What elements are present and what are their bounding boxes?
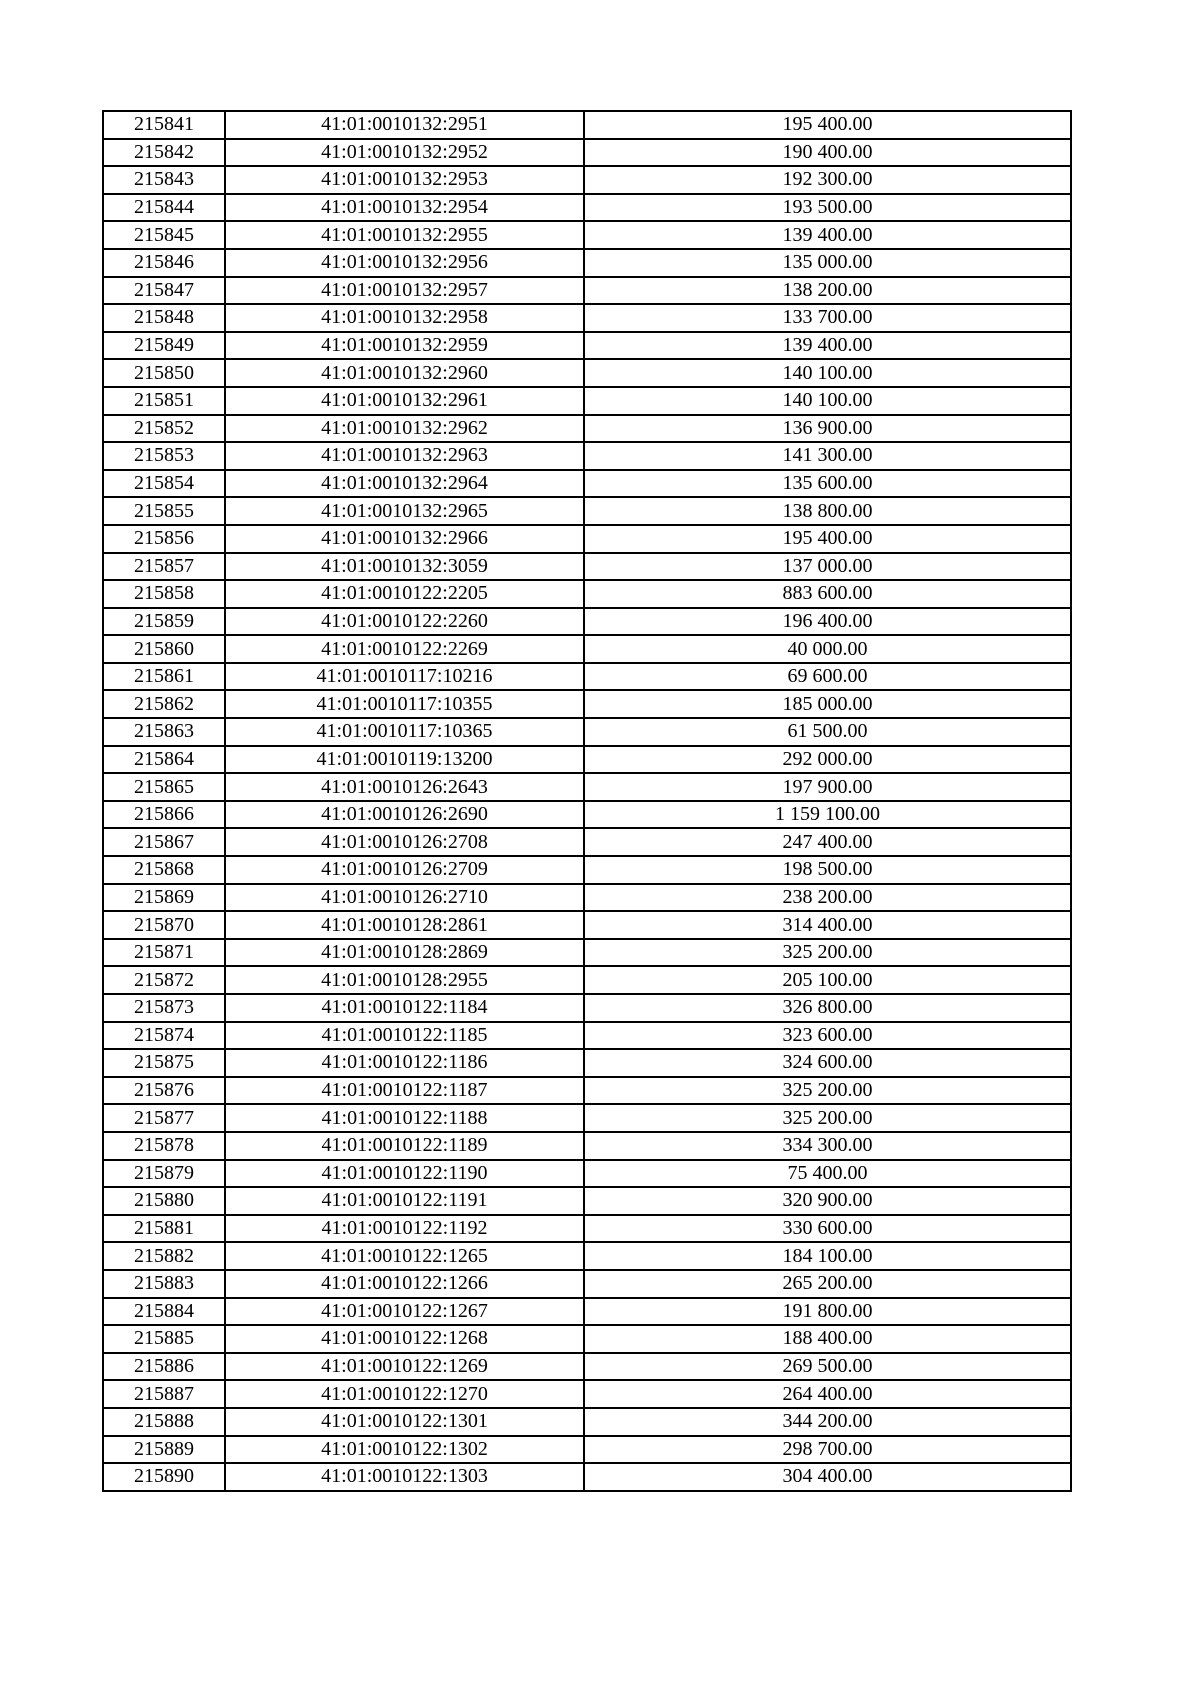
row-number-cell: 215883 — [103, 1270, 225, 1298]
row-number-cell: 215851 — [103, 387, 225, 415]
cadastral-number-cell: 41:01:0010122:1185 — [225, 1022, 584, 1050]
table-row — [103, 580, 1071, 608]
table-row — [103, 277, 1071, 305]
table-row — [103, 1132, 1071, 1160]
row-number-cell: 215873 — [103, 994, 225, 1022]
row-number-cell: 215890 — [103, 1463, 225, 1491]
table-row — [103, 442, 1071, 470]
table-body — [103, 111, 1071, 1491]
value-cell: 184 100.00 — [584, 1242, 1071, 1270]
value-cell: 140 100.00 — [584, 359, 1071, 387]
table-row — [103, 1187, 1071, 1215]
table-row — [103, 221, 1071, 249]
cadastral-number-cell: 41:01:0010122:1267 — [225, 1298, 584, 1326]
cadastral-number-cell: 41:01:0010122:1191 — [225, 1187, 584, 1215]
row-number-cell: 215885 — [103, 1325, 225, 1353]
value-cell: 137 000.00 — [584, 553, 1071, 581]
cadastral-number-cell: 41:01:0010132:2951 — [225, 111, 584, 139]
cadastral-number-cell: 41:01:0010126:2710 — [225, 884, 584, 912]
value-cell: 325 200.00 — [584, 939, 1071, 967]
value-cell: 195 400.00 — [584, 111, 1071, 139]
cadastral-number-cell: 41:01:0010132:2954 — [225, 194, 584, 222]
cadastral-number-cell: 41:01:0010122:2205 — [225, 580, 584, 608]
row-number-cell: 215879 — [103, 1160, 225, 1188]
table-row — [103, 497, 1071, 525]
table-row — [103, 553, 1071, 581]
cadastral-number-cell: 41:01:0010132:3059 — [225, 553, 584, 581]
cadastral-number-cell: 41:01:0010128:2955 — [225, 966, 584, 994]
value-cell: 185 000.00 — [584, 690, 1071, 718]
value-cell: 69 600.00 — [584, 663, 1071, 691]
cadastral-number-cell: 41:01:0010132:2952 — [225, 139, 584, 167]
cadastral-number-cell: 41:01:0010122:1301 — [225, 1408, 584, 1436]
row-number-cell: 215887 — [103, 1380, 225, 1408]
row-number-cell: 215852 — [103, 415, 225, 443]
row-number-cell: 215847 — [103, 277, 225, 305]
cadastral-number-cell: 41:01:0010132:2959 — [225, 332, 584, 360]
cadastral-number-cell: 41:01:0010122:1265 — [225, 1242, 584, 1270]
table-row — [103, 1160, 1071, 1188]
value-cell: 269 500.00 — [584, 1353, 1071, 1381]
cadastral-number-cell: 41:01:0010122:1189 — [225, 1132, 584, 1160]
value-cell: 298 700.00 — [584, 1436, 1071, 1464]
value-cell: 344 200.00 — [584, 1408, 1071, 1436]
value-cell: 191 800.00 — [584, 1298, 1071, 1326]
row-number-cell: 215846 — [103, 249, 225, 277]
row-number-cell: 215871 — [103, 939, 225, 967]
cadastral-number-cell: 41:01:0010122:1187 — [225, 1077, 584, 1105]
row-number-cell: 215867 — [103, 828, 225, 856]
row-number-cell: 215886 — [103, 1353, 225, 1381]
row-number-cell: 215845 — [103, 221, 225, 249]
table-row — [103, 1408, 1071, 1436]
table-row — [103, 387, 1071, 415]
value-cell: 193 500.00 — [584, 194, 1071, 222]
row-number-cell: 215876 — [103, 1077, 225, 1105]
cadastral-number-cell: 41:01:0010122:1186 — [225, 1049, 584, 1077]
value-cell: 188 400.00 — [584, 1325, 1071, 1353]
row-number-cell: 215869 — [103, 884, 225, 912]
table-row — [103, 1270, 1071, 1298]
row-number-cell: 215848 — [103, 304, 225, 332]
table-row — [103, 746, 1071, 774]
cadastral-number-cell: 41:01:0010122:1303 — [225, 1463, 584, 1491]
cadastral-number-cell: 41:01:0010122:1270 — [225, 1380, 584, 1408]
cadastral-number-cell: 41:01:0010132:2966 — [225, 525, 584, 553]
table-row — [103, 111, 1071, 139]
table-row — [103, 1325, 1071, 1353]
table-row — [103, 1049, 1071, 1077]
row-number-cell: 215889 — [103, 1436, 225, 1464]
row-number-cell: 215843 — [103, 166, 225, 194]
table-row — [103, 194, 1071, 222]
cadastral-number-cell: 41:01:0010122:1269 — [225, 1353, 584, 1381]
table-row — [103, 1380, 1071, 1408]
table-row — [103, 166, 1071, 194]
row-number-cell: 215854 — [103, 470, 225, 498]
value-cell: 136 900.00 — [584, 415, 1071, 443]
row-number-cell: 215881 — [103, 1215, 225, 1243]
row-number-cell: 215877 — [103, 1104, 225, 1132]
value-cell: 238 200.00 — [584, 884, 1071, 912]
table-row — [103, 359, 1071, 387]
row-number-cell: 215863 — [103, 718, 225, 746]
cadastral-number-cell: 41:01:0010132:2961 — [225, 387, 584, 415]
value-cell: 135 600.00 — [584, 470, 1071, 498]
value-cell: 198 500.00 — [584, 856, 1071, 884]
row-number-cell: 215849 — [103, 332, 225, 360]
row-number-cell: 215857 — [103, 553, 225, 581]
table-row — [103, 773, 1071, 801]
row-number-cell: 215842 — [103, 139, 225, 167]
row-number-cell: 215888 — [103, 1408, 225, 1436]
value-cell: 61 500.00 — [584, 718, 1071, 746]
value-cell: 325 200.00 — [584, 1077, 1071, 1105]
cadastral-number-cell: 41:01:0010126:2690 — [225, 801, 584, 829]
value-cell: 138 200.00 — [584, 277, 1071, 305]
cadastral-number-cell: 41:01:0010122:1268 — [225, 1325, 584, 1353]
row-number-cell: 215884 — [103, 1298, 225, 1326]
row-number-cell: 215853 — [103, 442, 225, 470]
cadastral-number-cell: 41:01:0010122:1266 — [225, 1270, 584, 1298]
value-cell: 75 400.00 — [584, 1160, 1071, 1188]
cadastral-value-table — [102, 110, 1072, 1492]
row-number-cell: 215878 — [103, 1132, 225, 1160]
table-row — [103, 332, 1071, 360]
value-cell: 139 400.00 — [584, 332, 1071, 360]
value-cell: 324 600.00 — [584, 1049, 1071, 1077]
table-row — [103, 939, 1071, 967]
value-cell: 195 400.00 — [584, 525, 1071, 553]
row-number-cell: 215859 — [103, 608, 225, 636]
cadastral-number-cell: 41:01:0010132:2957 — [225, 277, 584, 305]
row-number-cell: 215868 — [103, 856, 225, 884]
table-row — [103, 1242, 1071, 1270]
table-row — [103, 1077, 1071, 1105]
row-number-cell: 215870 — [103, 911, 225, 939]
table-row — [103, 663, 1071, 691]
value-cell: 330 600.00 — [584, 1215, 1071, 1243]
value-cell: 197 900.00 — [584, 773, 1071, 801]
value-cell: 192 300.00 — [584, 166, 1071, 194]
row-number-cell: 215856 — [103, 525, 225, 553]
cadastral-number-cell: 41:01:0010126:2643 — [225, 773, 584, 801]
value-cell: 140 100.00 — [584, 387, 1071, 415]
row-number-cell: 215882 — [103, 1242, 225, 1270]
table-row — [103, 249, 1071, 277]
value-cell: 325 200.00 — [584, 1104, 1071, 1132]
value-cell: 40 000.00 — [584, 635, 1071, 663]
row-number-cell: 215874 — [103, 1022, 225, 1050]
cadastral-number-cell: 41:01:0010122:1188 — [225, 1104, 584, 1132]
cadastral-number-cell: 41:01:0010122:1192 — [225, 1215, 584, 1243]
value-cell: 264 400.00 — [584, 1380, 1071, 1408]
row-number-cell: 215866 — [103, 801, 225, 829]
value-cell: 190 400.00 — [584, 139, 1071, 167]
table-row — [103, 470, 1071, 498]
table-row — [103, 884, 1071, 912]
cadastral-number-cell: 41:01:0010117:10365 — [225, 718, 584, 746]
cadastral-number-cell: 41:01:0010132:2962 — [225, 415, 584, 443]
value-cell: 247 400.00 — [584, 828, 1071, 856]
table-row — [103, 525, 1071, 553]
value-cell: 135 000.00 — [584, 249, 1071, 277]
row-number-cell: 215875 — [103, 1049, 225, 1077]
row-number-cell: 215858 — [103, 580, 225, 608]
cadastral-number-cell: 41:01:0010122:1184 — [225, 994, 584, 1022]
value-cell: 196 400.00 — [584, 608, 1071, 636]
value-cell: 292 000.00 — [584, 746, 1071, 774]
row-number-cell: 215855 — [103, 497, 225, 525]
table-row — [103, 1215, 1071, 1243]
value-cell: 1 159 100.00 — [584, 801, 1071, 829]
table-row — [103, 635, 1071, 663]
table-row — [103, 1436, 1071, 1464]
cadastral-number-cell: 41:01:0010128:2861 — [225, 911, 584, 939]
value-cell: 320 900.00 — [584, 1187, 1071, 1215]
cadastral-number-cell: 41:01:0010119:13200 — [225, 746, 584, 774]
row-number-cell: 215841 — [103, 111, 225, 139]
cadastral-number-cell: 41:01:0010122:1190 — [225, 1160, 584, 1188]
row-number-cell: 215872 — [103, 966, 225, 994]
cadastral-number-cell: 41:01:0010132:2955 — [225, 221, 584, 249]
cadastral-number-cell: 41:01:0010132:2964 — [225, 470, 584, 498]
table-row — [103, 139, 1071, 167]
table-row — [103, 690, 1071, 718]
row-number-cell: 215862 — [103, 690, 225, 718]
value-cell: 205 100.00 — [584, 966, 1071, 994]
value-cell: 323 600.00 — [584, 1022, 1071, 1050]
cadastral-number-cell: 41:01:0010126:2708 — [225, 828, 584, 856]
table-row — [103, 608, 1071, 636]
cadastral-number-cell: 41:01:0010132:2953 — [225, 166, 584, 194]
value-cell: 133 700.00 — [584, 304, 1071, 332]
table-row — [103, 966, 1071, 994]
row-number-cell: 215861 — [103, 663, 225, 691]
table-row — [103, 1463, 1071, 1491]
row-number-cell: 215880 — [103, 1187, 225, 1215]
table-row — [103, 1353, 1071, 1381]
value-cell: 304 400.00 — [584, 1463, 1071, 1491]
value-cell: 265 200.00 — [584, 1270, 1071, 1298]
table-row — [103, 415, 1071, 443]
value-cell: 334 300.00 — [584, 1132, 1071, 1160]
cadastral-number-cell: 41:01:0010132:2963 — [225, 442, 584, 470]
value-cell: 139 400.00 — [584, 221, 1071, 249]
value-cell: 883 600.00 — [584, 580, 1071, 608]
table-row — [103, 994, 1071, 1022]
row-number-cell: 215844 — [103, 194, 225, 222]
cadastral-number-cell: 41:01:0010132:2965 — [225, 497, 584, 525]
table-row — [103, 1298, 1071, 1326]
table-row — [103, 718, 1071, 746]
cadastral-number-cell: 41:01:0010117:10355 — [225, 690, 584, 718]
table-row — [103, 1104, 1071, 1132]
table-row — [103, 304, 1071, 332]
cadastral-number-cell: 41:01:0010122:1302 — [225, 1436, 584, 1464]
table-row — [103, 828, 1071, 856]
cadastral-number-cell: 41:01:0010126:2709 — [225, 856, 584, 884]
cadastral-number-cell: 41:01:0010117:10216 — [225, 663, 584, 691]
table-row — [103, 1022, 1071, 1050]
cadastral-number-cell: 41:01:0010132:2956 — [225, 249, 584, 277]
value-cell: 314 400.00 — [584, 911, 1071, 939]
cadastral-number-cell: 41:01:0010122:2269 — [225, 635, 584, 663]
value-cell: 326 800.00 — [584, 994, 1071, 1022]
table-row — [103, 856, 1071, 884]
row-number-cell: 215865 — [103, 773, 225, 801]
cadastral-number-cell: 41:01:0010132:2958 — [225, 304, 584, 332]
row-number-cell: 215864 — [103, 746, 225, 774]
row-number-cell: 215860 — [103, 635, 225, 663]
row-number-cell: 215850 — [103, 359, 225, 387]
table-row — [103, 911, 1071, 939]
value-cell: 141 300.00 — [584, 442, 1071, 470]
cadastral-number-cell: 41:01:0010132:2960 — [225, 359, 584, 387]
cadastral-number-cell: 41:01:0010128:2869 — [225, 939, 584, 967]
value-cell: 138 800.00 — [584, 497, 1071, 525]
cadastral-number-cell: 41:01:0010122:2260 — [225, 608, 584, 636]
table-row — [103, 801, 1071, 829]
